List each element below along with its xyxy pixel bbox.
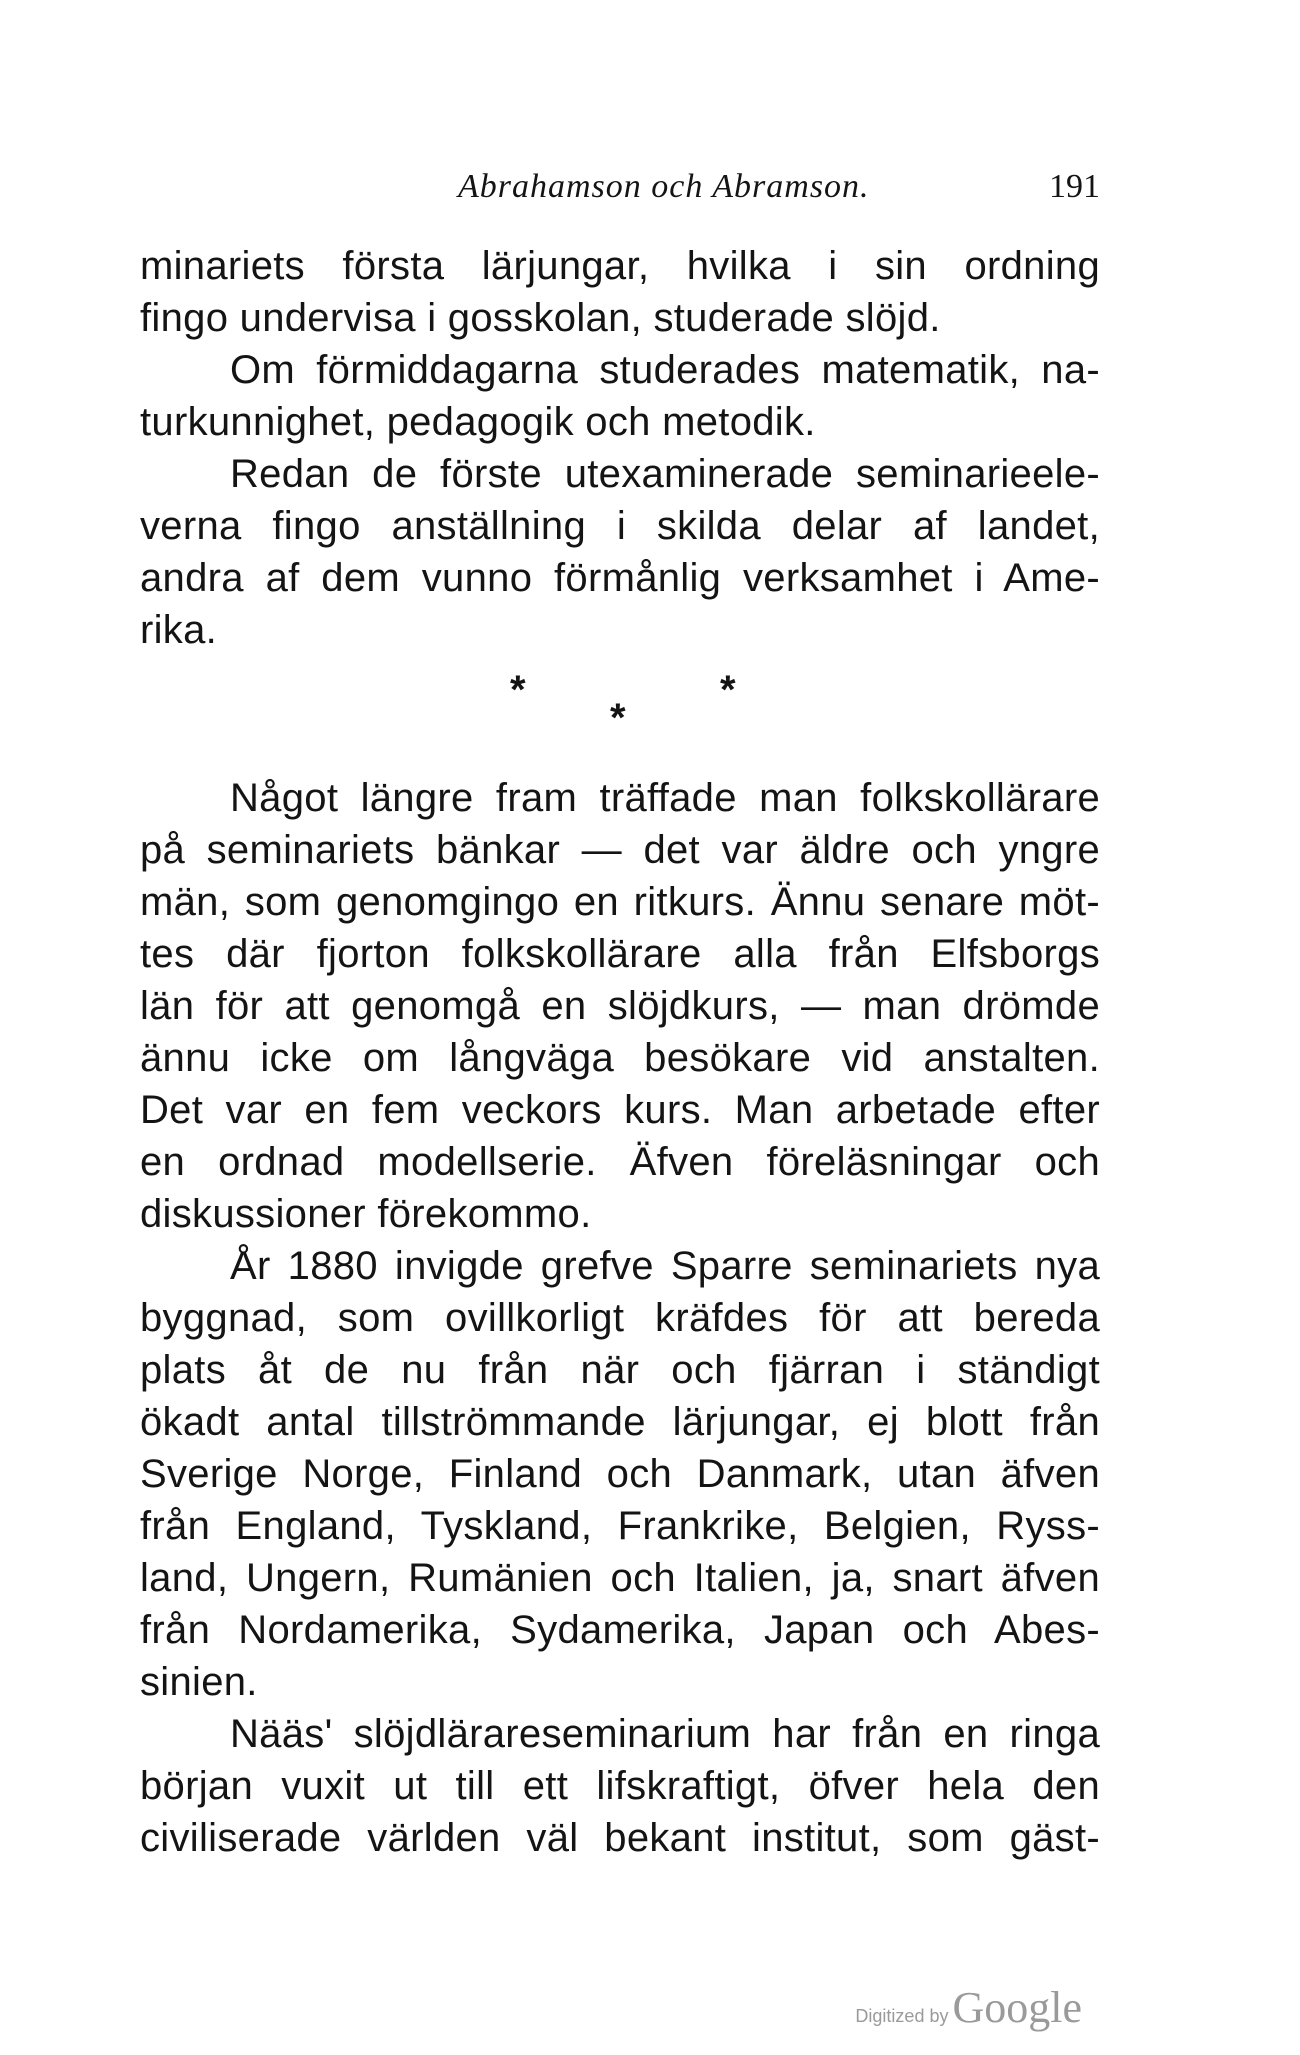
text-line: Nääs' slöjdlärareseminarium har från en ringa: [230, 1712, 1100, 1756]
text-line: en ordnad modellserie. Äfven föreläsningar och: [140, 1140, 1100, 1184]
digitized-watermark: [855, 1982, 1082, 2033]
text-line: Om förmiddagarna studerades matematik, na-: [230, 348, 1100, 392]
paragraph-6: [140, 1708, 1100, 1864]
text-line: från England, Tyskland, Frankrike, Belgien, Ryss-: [140, 1504, 1100, 1548]
text-line: Redan de förste utexaminerade seminarieele-: [230, 452, 1100, 496]
asterisk: *: [610, 696, 626, 740]
text-line: tes där fjorton folkskollärare alla från Elfsborgs: [140, 932, 1100, 976]
text-line: Det var en fem veckors kurs. Man arbetade efter: [140, 1088, 1100, 1132]
body-text: [140, 240, 1100, 1864]
running-title: Abrahamson och Abramson.: [458, 168, 870, 205]
page-number: 191: [1049, 168, 1100, 205]
text-line: Sverige Norge, Finland och Danmark, utan äfven: [140, 1452, 1100, 1496]
asterisk: *: [510, 668, 526, 712]
running-head: [140, 168, 1100, 218]
text-line: från Nordamerika, Sydamerika, Japan och Abes-: [140, 1608, 1100, 1652]
text-line: på seminariets bänkar — det var äldre och yngre: [140, 828, 1100, 872]
text-line: byggnad, som ovillkorligt kräfdes för att bereda: [140, 1296, 1100, 1340]
digitized-label: Digitized by: [855, 2006, 949, 2026]
text-line: rika.: [140, 608, 218, 652]
text-line: andra af dem vunno förmånlig verksamhet i Ame-: [140, 556, 1100, 600]
text-line: diskussioner förekommo.: [140, 1192, 592, 1236]
text-line: turkunnighet, pedagogik och metodik.: [140, 400, 816, 444]
text-line: fingo undervisa i gosskolan, studerade slöjd.: [140, 296, 941, 340]
section-asterism: [140, 662, 1100, 770]
asterisk: *: [720, 668, 736, 712]
text-line: början vuxit ut till ett lifskraftigt, öfver hela den: [140, 1764, 1100, 1808]
text-line: minariets första lärjungar, hvilka i sin ordning: [140, 244, 1100, 288]
text-line: län för att genomgå en slöjdkurs, — man drömde: [140, 984, 1100, 1028]
text-line: ännu icke om långväga besökare vid anstalten.: [140, 1036, 1100, 1080]
text-line: sinien.: [140, 1660, 258, 1704]
text-line: År 1880 invigde grefve Sparre seminariets nya: [230, 1244, 1100, 1288]
google-logo: Google: [952, 1983, 1082, 2032]
paragraph-1: [140, 240, 1100, 344]
paragraph-3: [140, 448, 1100, 656]
text-line: män, som genomgingo en ritkurs. Ännu senare möt-: [140, 880, 1100, 924]
paragraph-2: [140, 344, 1100, 448]
text-line: civiliserade världen väl bekant institut, som gäst-: [140, 1816, 1100, 1860]
text-line: verna fingo anställning i skilda delar af landet,: [140, 504, 1100, 548]
text-line: Något längre fram träffade man folkskollärare: [230, 776, 1100, 820]
text-line: plats åt de nu från när och fjärran i ständigt: [140, 1348, 1100, 1392]
text-line: land, Ungern, Rumänien och Italien, ja, snart äfven: [140, 1556, 1100, 1600]
paragraph-4: [140, 772, 1100, 1240]
text-line: ökadt antal tillströmmande lärjungar, ej blott från: [140, 1400, 1100, 1444]
paragraph-5: [140, 1240, 1100, 1708]
